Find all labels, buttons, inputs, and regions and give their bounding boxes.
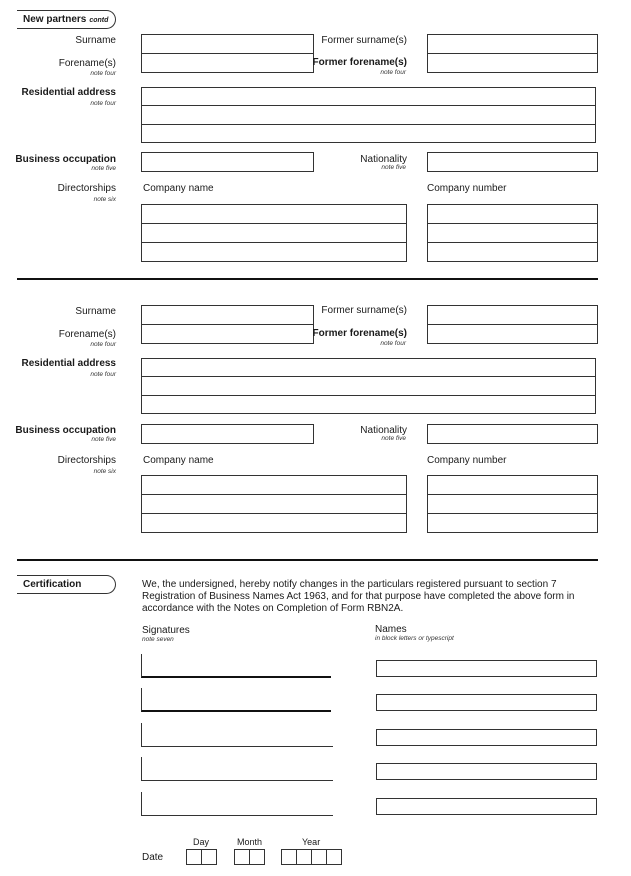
company-name-field[interactable]	[141, 242, 407, 262]
section-title-contd: contd	[89, 17, 109, 24]
address-line-divider	[141, 124, 596, 125]
former-surname-field[interactable]	[427, 34, 598, 54]
address-line-divider	[141, 376, 596, 377]
signatures-heading: Signatures	[142, 625, 190, 636]
name-field[interactable]	[376, 660, 597, 677]
former-surname-field[interactable]	[427, 305, 598, 325]
name-field[interactable]	[376, 763, 597, 780]
business-occupation-note: note five	[91, 165, 116, 172]
surname-field[interactable]	[141, 305, 314, 325]
forenames-label: Forename(s)	[58, 58, 116, 69]
company-number-field[interactable]	[427, 223, 598, 243]
name-field[interactable]	[376, 694, 597, 711]
name-field[interactable]	[376, 798, 597, 815]
signature-line[interactable]	[141, 688, 331, 712]
date-day-digit[interactable]	[186, 849, 202, 865]
residential-address-note: note four	[90, 371, 116, 378]
address-line-divider	[141, 395, 596, 396]
section-divider	[17, 559, 598, 561]
forenames-note: note four	[90, 70, 116, 77]
names-note: in block letters or typescript	[375, 635, 454, 642]
day-label: Day	[193, 837, 210, 847]
date-year-digit[interactable]	[326, 849, 342, 865]
business-occupation-label: Business occupation	[15, 425, 116, 436]
company-number-field[interactable]	[427, 242, 598, 262]
company-number-field[interactable]	[427, 513, 598, 533]
nationality-note: note five	[381, 435, 406, 442]
company-number-heading: Company number	[427, 455, 507, 466]
section-title: New partners	[23, 14, 87, 25]
former-forenames-field[interactable]	[427, 53, 598, 73]
company-name-heading: Company name	[143, 183, 214, 194]
company-name-field[interactable]	[141, 475, 407, 495]
residential-address-label: Residential address	[21, 358, 116, 369]
former-forenames-field[interactable]	[427, 324, 598, 344]
company-name-field[interactable]	[141, 223, 407, 243]
section-tab-certification	[17, 575, 116, 594]
directorships-note: note six	[93, 468, 116, 475]
signature-line[interactable]	[141, 723, 333, 747]
business-occupation-note: note five	[91, 436, 116, 443]
directorships-note: note six	[93, 196, 116, 203]
names-heading: Names	[375, 624, 407, 635]
directorships-label: Directorships	[57, 183, 116, 194]
former-surname-label: Former surname(s)	[321, 305, 407, 316]
forenames-label: Forename(s)	[58, 329, 116, 340]
former-forenames-label: Former forename(s)	[312, 57, 407, 68]
signature-line[interactable]	[141, 654, 331, 678]
company-name-field[interactable]	[141, 494, 407, 514]
signature-line[interactable]	[141, 792, 333, 816]
surname-field[interactable]	[141, 34, 314, 54]
nationality-field[interactable]	[427, 424, 598, 444]
former-forenames-note: note four	[380, 340, 406, 347]
surname-label: Surname	[75, 306, 116, 317]
company-name-field[interactable]	[141, 204, 407, 224]
forenames-field[interactable]	[141, 53, 314, 73]
residential-address-note: note four	[90, 100, 116, 107]
company-number-field[interactable]	[427, 475, 598, 495]
section-divider	[17, 278, 598, 280]
date-month-digit[interactable]	[234, 849, 250, 865]
name-field[interactable]	[376, 729, 597, 746]
date-day-digit[interactable]	[201, 849, 217, 865]
nationality-field[interactable]	[427, 152, 598, 172]
company-name-heading: Company name	[143, 455, 214, 466]
signature-line[interactable]	[141, 757, 333, 781]
month-label: Month	[237, 837, 263, 847]
surname-label: Surname	[75, 35, 116, 46]
date-year-digit[interactable]	[281, 849, 297, 865]
residential-address-label: Residential address	[21, 87, 116, 98]
business-occupation-field[interactable]	[141, 152, 314, 172]
company-number-field[interactable]	[427, 494, 598, 514]
business-occupation-label: Business occupation	[15, 154, 116, 165]
former-surname-label: Former surname(s)	[321, 35, 407, 46]
nationality-label: Nationality	[360, 425, 407, 436]
directorships-label: Directorships	[57, 455, 116, 466]
certification-title: Certification	[23, 579, 82, 590]
address-line-divider	[141, 105, 596, 106]
date-month-digit[interactable]	[249, 849, 265, 865]
date-year-digit[interactable]	[296, 849, 312, 865]
former-forenames-note: note four	[380, 69, 406, 76]
nationality-label: Nationality	[360, 154, 407, 165]
year-label: Year	[302, 837, 321, 847]
date-year-digit[interactable]	[311, 849, 327, 865]
business-occupation-field[interactable]	[141, 424, 314, 444]
certification-statement: We, the undersigned, hereby notify changes in the particulars registered pursuant to section 7 Registration of Business Names Act 1963, and for that purpose have completed the above form in accordance with the Notes on Completion of Form RBN2A.	[142, 579, 575, 614]
former-forenames-label: Former forename(s)	[312, 328, 407, 339]
company-number-field[interactable]	[427, 204, 598, 224]
forenames-field[interactable]	[141, 324, 314, 344]
nationality-note: note five	[381, 164, 406, 171]
date-label: Date	[142, 852, 164, 863]
company-number-heading: Company number	[427, 183, 507, 194]
residential-address-field[interactable]	[141, 358, 596, 414]
signatures-note: note seven	[142, 636, 174, 643]
residential-address-field[interactable]	[141, 87, 596, 143]
company-name-field[interactable]	[141, 513, 407, 533]
forenames-note: note four	[90, 341, 116, 348]
section-tab-new-partners	[17, 10, 116, 29]
